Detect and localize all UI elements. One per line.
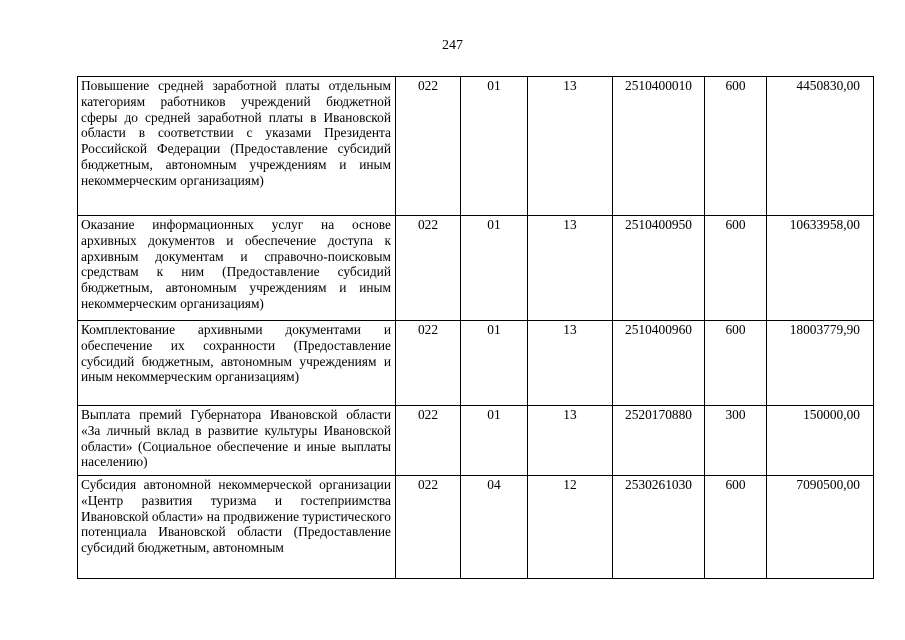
amount: 4450830,00 xyxy=(767,77,874,216)
expense-type-code: 600 xyxy=(705,321,767,406)
row-description: Субсидия автономной некоммерческой организации «Центр развития туризма и гостеприимства Ивановской области» на продвижение туристического потенциала Ивановской области (Предоставление субсидий бюджетным, автономным xyxy=(78,476,396,579)
section-code: 01 xyxy=(461,77,528,216)
budget-table xyxy=(77,76,874,579)
table-row xyxy=(78,77,874,216)
table-row xyxy=(78,476,874,579)
amount: 18003779,90 xyxy=(767,321,874,406)
table-row xyxy=(78,321,874,406)
amount: 150000,00 xyxy=(767,406,874,476)
expense-type-code: 600 xyxy=(705,216,767,321)
table-row xyxy=(78,216,874,321)
amount: 7090500,00 xyxy=(767,476,874,579)
row-description: Выплата премий Губернатора Ивановской области «За личный вклад в развитие культуры Ивановской области» (Социальное обеспечение и иные выплаты населению) xyxy=(78,406,396,476)
ministry-code: 022 xyxy=(396,77,461,216)
subsection-code: 12 xyxy=(528,476,613,579)
target-article-code: 2530261030 xyxy=(613,476,705,579)
subsection-code: 13 xyxy=(528,77,613,216)
ministry-code: 022 xyxy=(396,216,461,321)
subsection-code: 13 xyxy=(528,321,613,406)
expense-type-code: 600 xyxy=(705,476,767,579)
ministry-code: 022 xyxy=(396,406,461,476)
row-description: Комплектование архивными документами и обеспечение их сохранности (Предоставление субсидий бюджетным, автономным учреждениям и иным некоммерческим организациям) xyxy=(78,321,396,406)
expense-type-code: 600 xyxy=(705,77,767,216)
target-article-code: 2510400960 xyxy=(613,321,705,406)
table-row xyxy=(78,406,874,476)
page-number: 247 xyxy=(442,38,463,53)
section-code: 01 xyxy=(461,406,528,476)
expense-type-code: 300 xyxy=(705,406,767,476)
row-description: Повышение средней заработной платы отдельным категориям работников учреждений бюджетной сферы до средней заработной платы в Ивановской области в соответствии с указами Президента Российской Федерации (Предоставление субсидий бюджетным, автономным учреждениям и иным некоммерческим организациям) xyxy=(78,77,396,216)
target-article-code: 2510400950 xyxy=(613,216,705,321)
subsection-code: 13 xyxy=(528,406,613,476)
section-code: 04 xyxy=(461,476,528,579)
subsection-code: 13 xyxy=(528,216,613,321)
section-code: 01 xyxy=(461,321,528,406)
target-article-code: 2520170880 xyxy=(613,406,705,476)
section-code: 01 xyxy=(461,216,528,321)
ministry-code: 022 xyxy=(396,476,461,579)
target-article-code: 2510400010 xyxy=(613,77,705,216)
amount: 10633958,00 xyxy=(767,216,874,321)
ministry-code: 022 xyxy=(396,321,461,406)
row-description: Оказание информационных услуг на основе архивных документов и обеспечение доступа к архивным документам и справочно-поисковым средствам к ним (Предоставление субсидий бюджетным, автономным учреждениям и иным некоммерческим организациям) xyxy=(78,216,396,321)
